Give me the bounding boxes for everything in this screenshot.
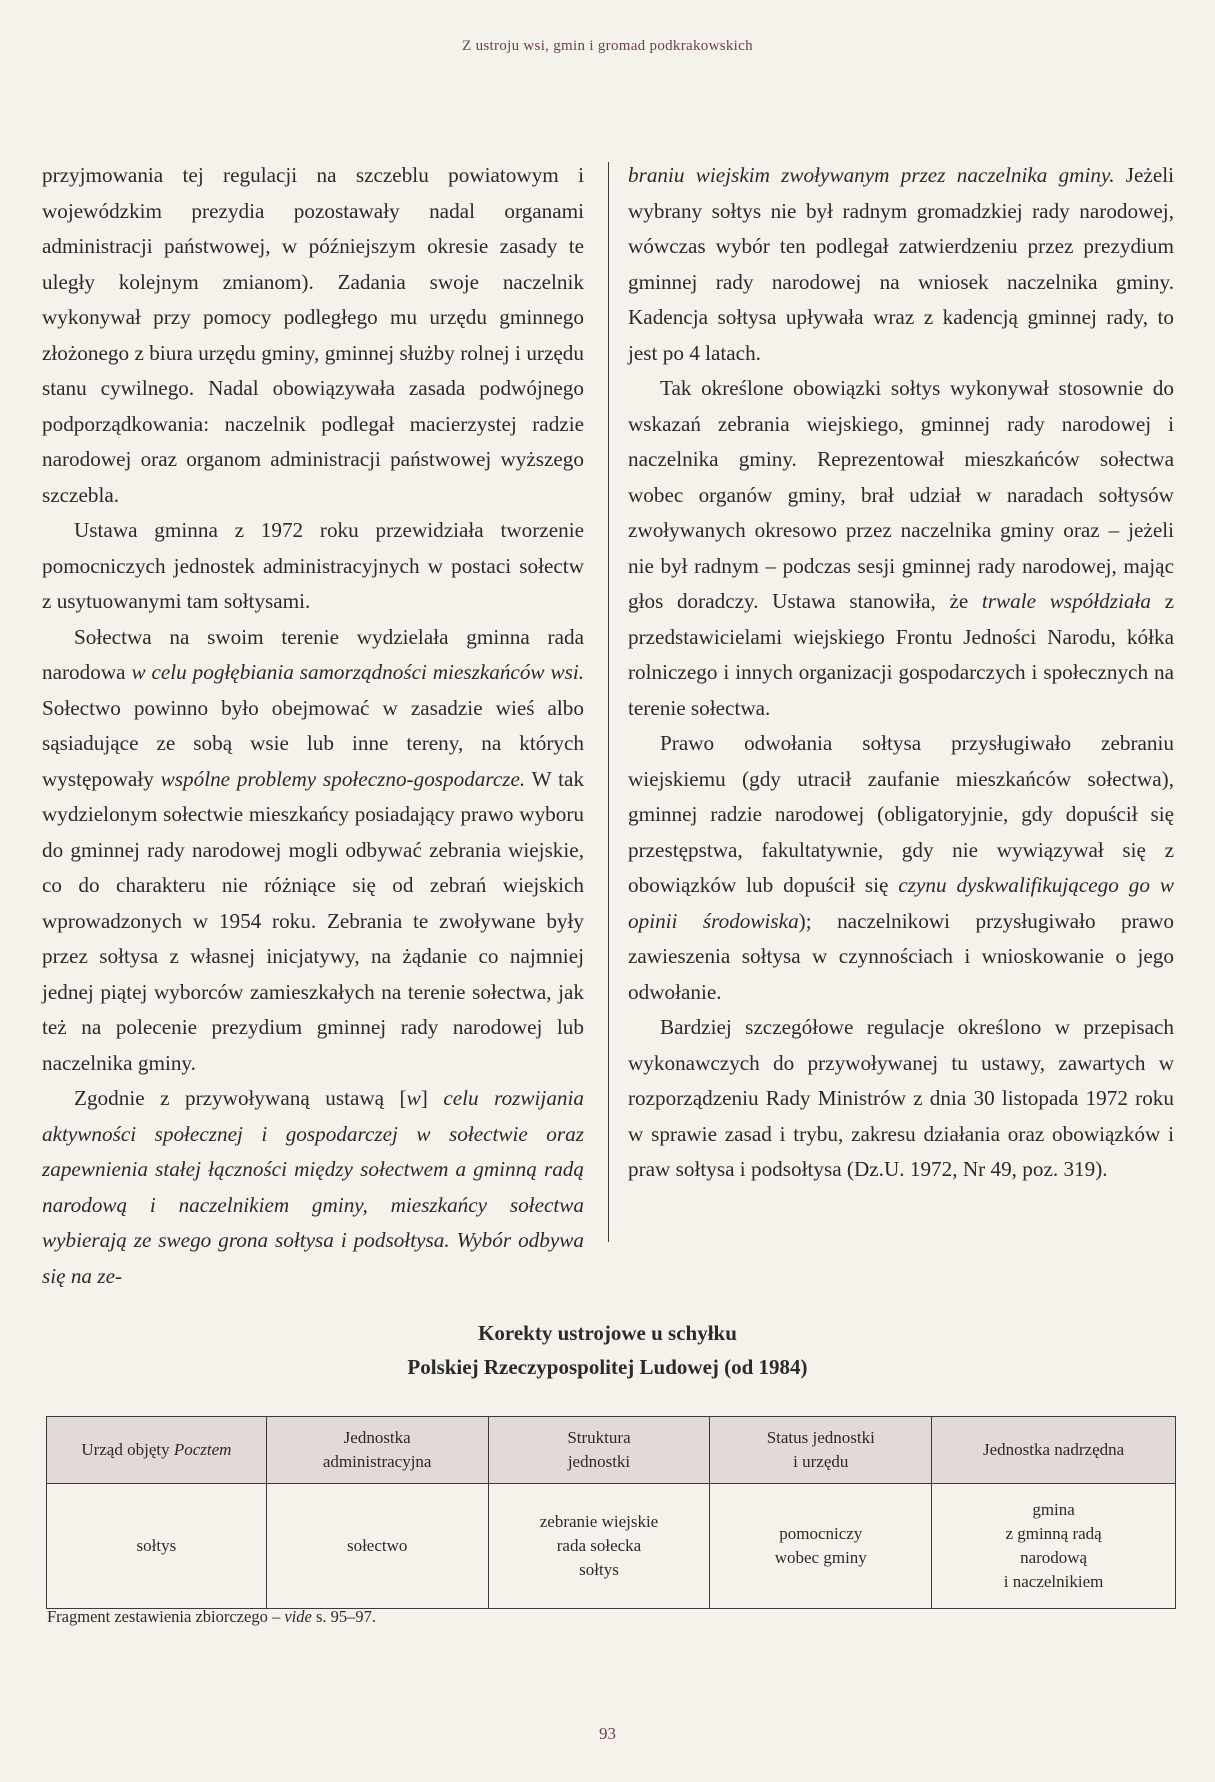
text-run: z przedstawicielami wiejskiego Frontu Jedności Narodu, kółka rolniczego i innych organizacji gospodarczych i społecznych na terenie sołectwa. [628, 589, 1175, 720]
table-caption [47, 1607, 376, 1627]
cell-line: zebranie wiejskie [539, 1512, 659, 1531]
italic-run: braniu wiejskim zwoływanym przez naczelnika gminy. [628, 163, 1115, 187]
header-office [47, 1417, 267, 1484]
text-run: ] [420, 1086, 444, 1110]
cell-line: gmina [1032, 1500, 1075, 1519]
cell-office: sołtys [47, 1484, 267, 1609]
cell-line: rada sołecka [556, 1536, 642, 1555]
left-paragraph-2: Ustawa gminna z 1972 roku przewidziała tworzenie pomocniczych jednostek administracyjnych w postaci sołectw z usytuowanymi tam sołtysami. [42, 518, 584, 613]
left-paragraph-4 [42, 1081, 584, 1294]
header-status [710, 1417, 932, 1484]
italic-run: vide [284, 1607, 312, 1626]
cell-structure [488, 1484, 710, 1609]
cell-line: wobec gminy [774, 1548, 867, 1567]
right-paragraph-1 [628, 158, 1174, 371]
right-paragraph-2 [628, 371, 1174, 726]
table-title [0, 1316, 1215, 1384]
text-run: Prawo odwołania sołtysa przysługiwało zebraniu wiejskiemu (gdy utracił zaufanie mieszkańców sołectwa), gminnej radzie narodowej (obligatoryjnie, gdy dopuścił się przestępstwa, fakultatywnie, gdy nie wywiązywał się z obowiązków lub dopuścił się [628, 731, 1174, 897]
cell-parent-unit [932, 1484, 1176, 1609]
header-parent-unit: Jednostka nadrzędna [932, 1417, 1176, 1484]
cell-line: sołtys [579, 1560, 619, 1579]
cell-admin-unit: sołectwo [266, 1484, 488, 1609]
text-run: Jeżeli wybrany sołtys nie był radnym gromadzkiej rady narodowej, wówczas wybór ten podlegał zatwierdzeniu przez prezydium gminnej rady narodowej na wniosek naczelnika gminy. Kadencja sołtysa upływała wraz z kadencją gminnej rady, to jest po 4 latach. [628, 163, 1174, 365]
right-column [628, 158, 1174, 1188]
text-run: W tak wydzielonym sołectwie mieszkańcy posiadający prawo wyboru do gminnej rady narodowej mogli odbywać zebrania wiejskie, co do charakteru nie różniące się od zebrań wiejskich wprowadzonych w 1954 roku. Zebrania te zwoływane były przez sołtysa z własnej inicjatywy, na żądanie co najmniej jednej piątej wyborców zamieszkałych na terenie sołectwa, jak też na polecenie prezydium gminnej rady narodowej lub naczelnika gminy. [42, 766, 584, 1075]
text-run: Zgodnie z przywoływaną ustawą [ [74, 1086, 407, 1110]
header-admin-unit [266, 1417, 488, 1484]
header-line: jednostki [567, 1452, 631, 1471]
header-line: Struktura [567, 1428, 631, 1447]
summary-table [46, 1416, 1176, 1609]
header-line: i urzędu [793, 1452, 849, 1471]
header-line: Jednostka [343, 1428, 411, 1447]
text-run: Fragment zestawienia zbiorczego – [47, 1607, 285, 1626]
cell-line: i naczelnikiem [1003, 1572, 1104, 1591]
cell-line: narodową [1020, 1548, 1088, 1567]
table-header-row [47, 1417, 1176, 1484]
italic-run: celu rozwijania aktywności społecznej i gospodarczej w sołectwie oraz zapewnienia stałej łączności między sołectwem a gminną radą narodową i naczelnikiem gminy, mieszkańcy sołectwa wybierają ze swego grona sołtysa i podsołtysa. Wybór odbywa się na ze- [42, 1086, 584, 1288]
right-paragraph-4: Bardziej szczegółowe regulacje określono w przepisach wykonawczych do przywoływanej tu ustawy, zawartych w rozporządzeniu Rady Ministrów z dnia 30 listopada 1972 roku w sprawie zasad i trybu, zakresu działania oraz obowiązków i praw sołtysa i podsołtysa (Dz.U. 1972, Nr 49, poz. 319). [628, 1015, 1174, 1181]
header-line: Status jednostki [766, 1428, 875, 1447]
column-divider [608, 162, 609, 1242]
italic-run: czynu dyskwalifikującego go w opinii środowiska [628, 873, 1174, 933]
page-number: 93 [599, 1724, 616, 1743]
text-run: Urząd objęty [81, 1440, 174, 1459]
italic-run: trwale współdziała [981, 589, 1151, 613]
text-run: Tak określone obowiązki sołtys wykonywał stosownie do wskazań zebrania wiejskiego, gminnej rady narodowej i naczelnika gminy. Reprezentował mieszkańców sołectwa wobec organów gminy, brał udział w naradach sołtysów zwoływanych okresowo przez naczelnika gminy oraz – jeżeli nie był radnym – podczas sesji gminnej rady narodowej, mając głos doradczy. Ustawa stanowiła, że [628, 376, 1174, 613]
right-paragraph-3 [628, 726, 1174, 1010]
cell-line: pomocniczy [779, 1524, 863, 1543]
header-structure [488, 1417, 710, 1484]
header-line: administracyjna [322, 1452, 432, 1471]
text-run: s. 95–97. [311, 1607, 376, 1626]
italic-run: w [406, 1086, 421, 1110]
left-column [42, 158, 584, 1294]
left-paragraph-1: przyjmowania tej regulacji na szczeblu powiatowym i wojewódzkim prezydia pozostawały nadal organami administracji państwowej, w późniejszym okresie zasady te uległy kolejnym zmianom). Zadania swoje naczelnik wykonywał przy pomocy podległego mu urzędu gminnego złożonego z biura urzędu gminy, gminnej służby rolnej i urzędu stanu cywilnego. Nadal obowiązywała zasada podwójnego podporządkowania: naczelnik podlegał macierzystej radzie narodowej oraz organom administracji państwowej wyższego szczebla. [42, 163, 584, 507]
table-title-line-2: Polskiej Rzeczypospolitej Ludowej (od 1984) [407, 1355, 808, 1379]
text-run: Sołectwo powinno było obejmować w zasadzie wieś albo sąsiadujące ze sobą wsie lub inne tereny, na których występowały [42, 695, 584, 791]
italic-run: w celu pogłębiania samorządności mieszkańców wsi. [131, 660, 585, 684]
text-run: ); naczelnikowi przysługiwało prawo zawieszenia sołtysa w czynnościach i wnioskowanie o jego odwołanie. [628, 908, 1174, 1004]
cell-status [710, 1484, 932, 1609]
cell-line: z gminną radą [1005, 1524, 1102, 1543]
italic-run: wspólne problemy społeczno-gospodarcze. [160, 766, 526, 791]
table-row [47, 1484, 1176, 1609]
italic-run: Pocztem [173, 1440, 232, 1459]
text-run: Sołectwa na swoim terenie wydzielała gminna rada narodowa [42, 624, 584, 684]
running-header: Z ustroju wsi, gmin i gromad podkrakowskich [462, 38, 753, 54]
left-paragraph-3 [42, 620, 584, 1082]
table-title-line-1: Korekty ustrojowe u schyłku [478, 1321, 737, 1345]
